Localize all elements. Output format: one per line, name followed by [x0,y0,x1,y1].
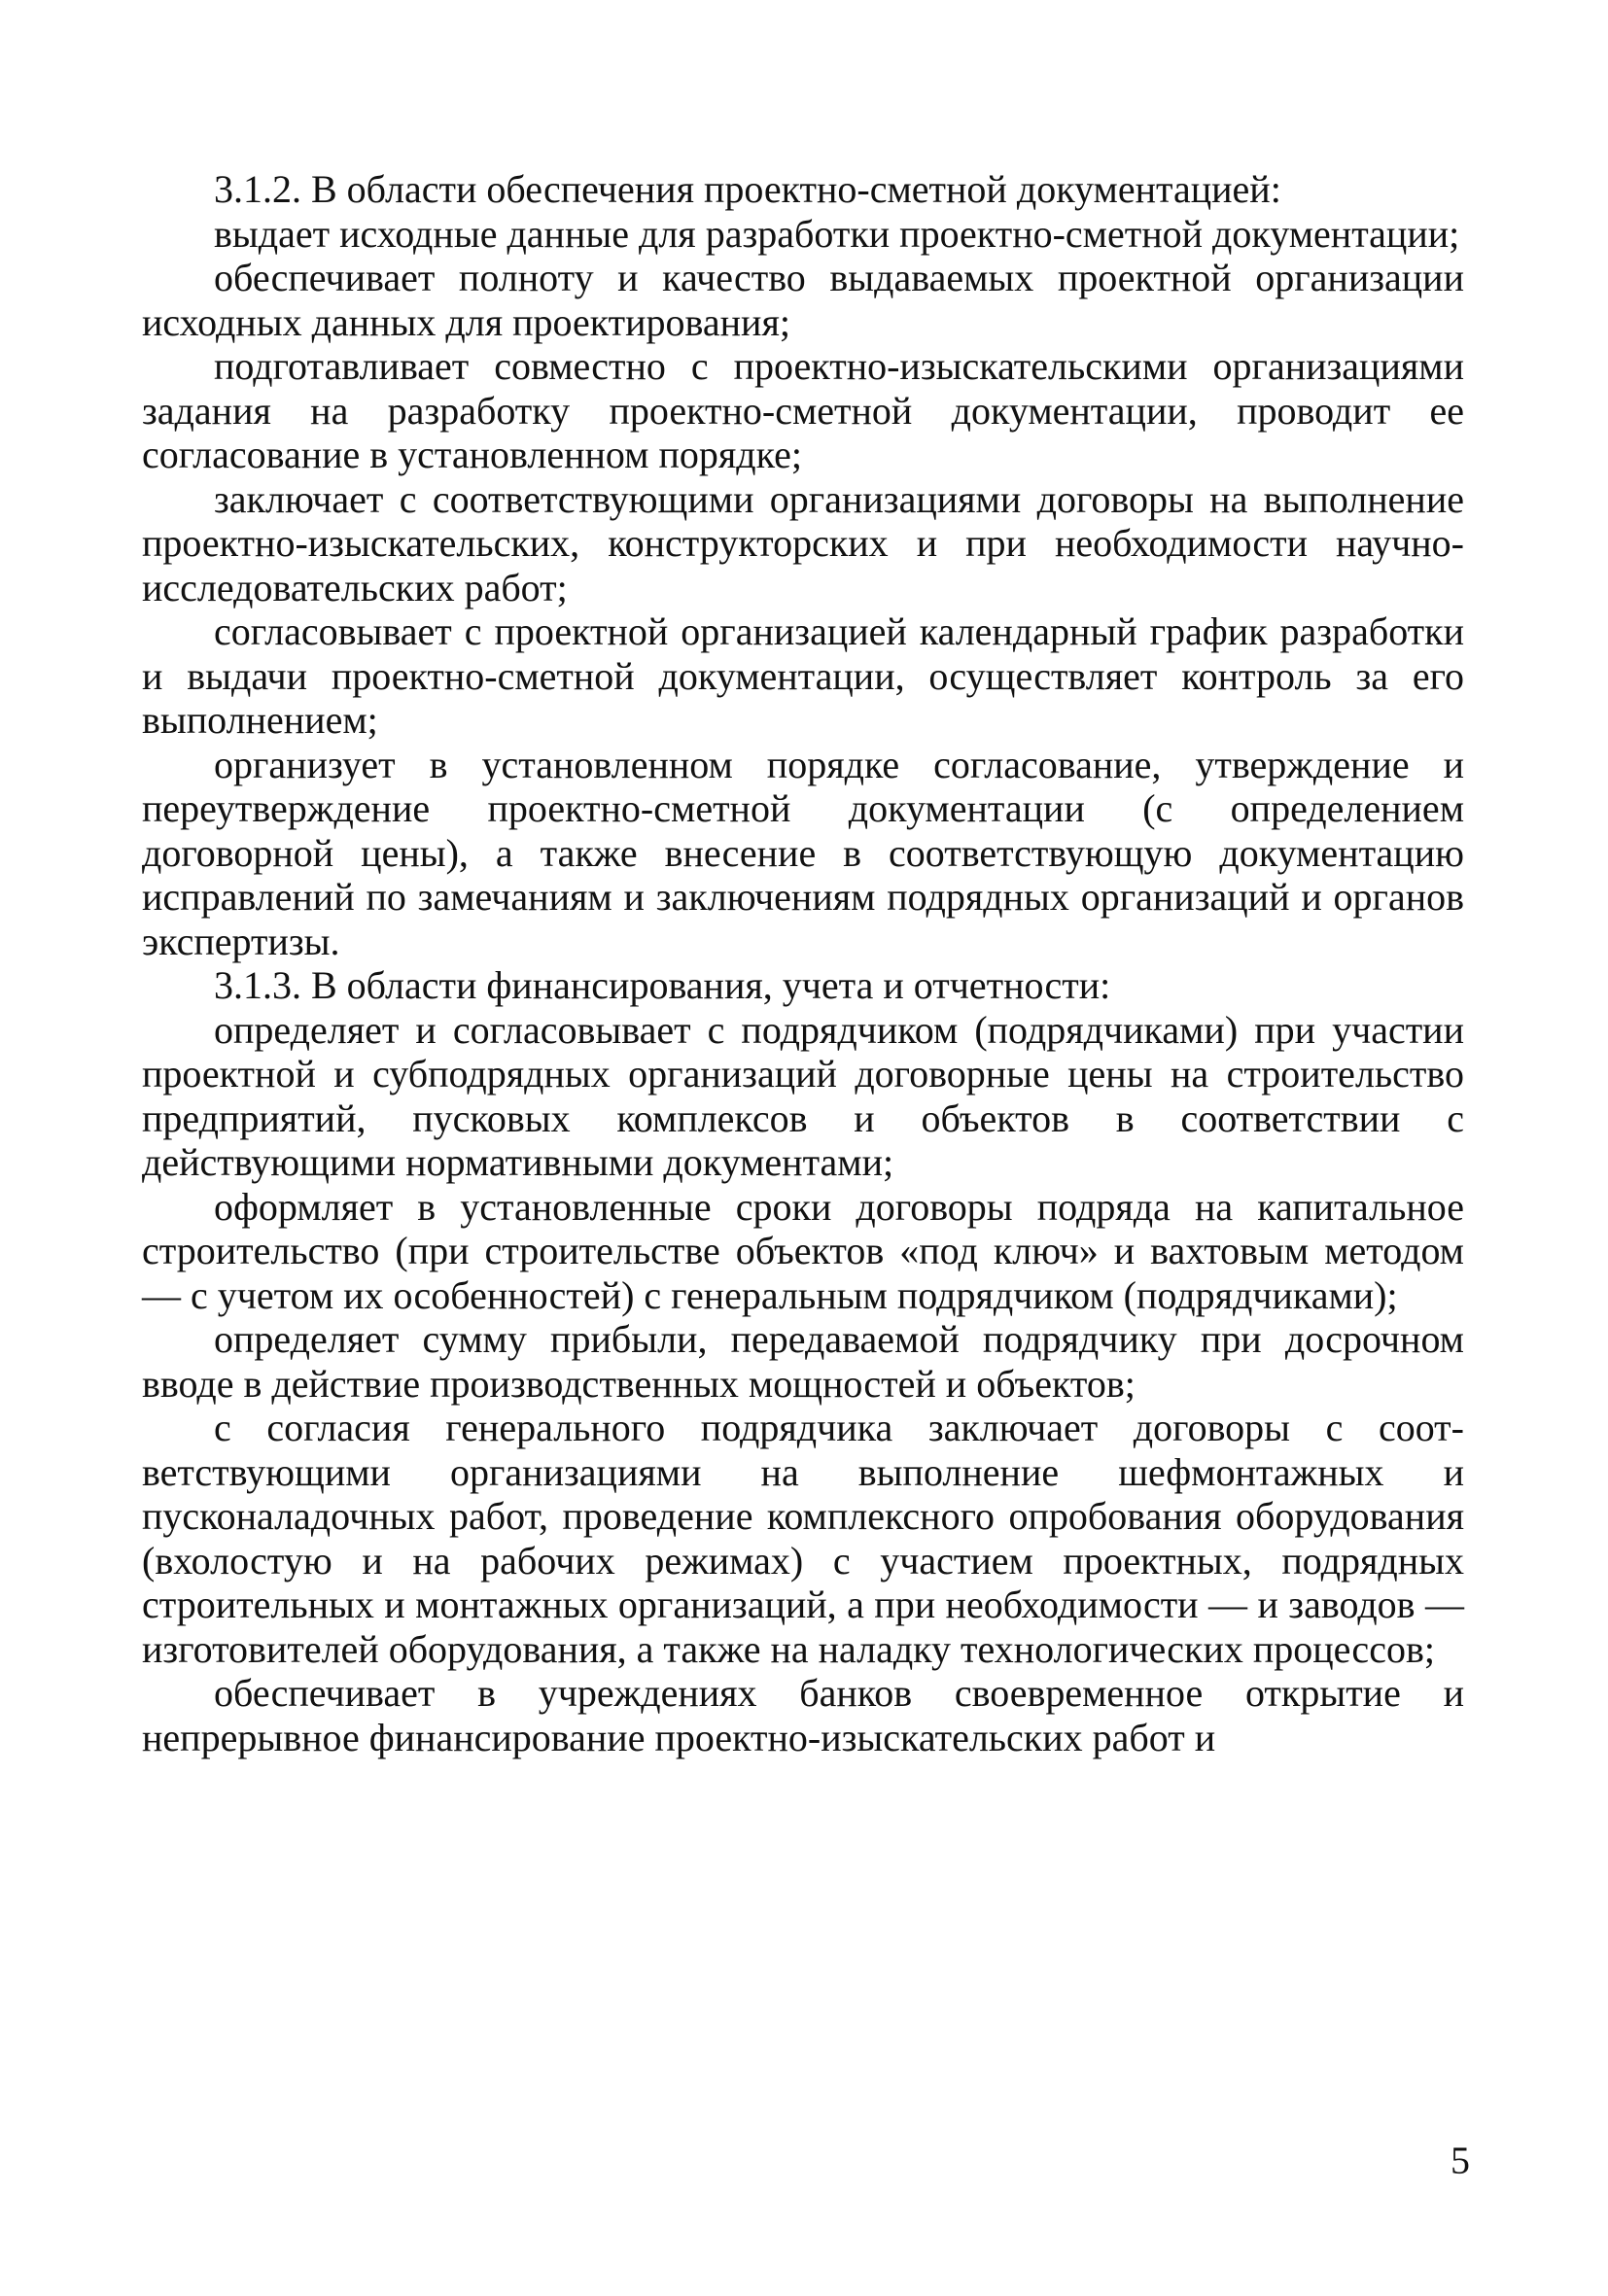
page-number: 5 [1451,2139,1470,2182]
paragraph-contracts-survey: заключает с соответствующими организациями договоры на выполнение проектно-изыскательских, конструкторских и при необходимости научно-исследовательских работ; [142,476,1464,609]
paragraph-schedule-control: согласовывает с проектной организацией календарный график разработки и выдачи проектно-сметной документации, осуществляет контроль за его выполнением; [142,609,1464,742]
section-heading-3-1-3: 3.1.3. В области финансирования, учета и отчетности: [214,963,1111,1007]
document-body [142,167,1464,1759]
paragraph-completeness-quality: обеспечивает полноту и качество выдаваемых проектной организации исходных данных для проектирования; [142,256,1464,344]
paragraph-commissioning-works: с согласия генерального подрядчика заключает договоры с соответствующими организациями на выполнение шефмонтажных и пусконаладочных работ, проведение комплексного опробования оборудования (вхолостую и на рабочих режимах) с участием проектных, подрядных строительных и монтажных организаций, а при необходимости — и заводов — изготовителей оборудования, а также на наладку технологических процессов; [142,1406,1464,1671]
paragraph-design-assignments: подготавливает совместно с проектно-изыскательскими организациями задания на разработку проектно-сметной документации, проводит ее согласование в установленном порядке; [142,344,1464,476]
paragraph-initial-data: выдает исходные данные для разработки проектно-сметной документации; [214,211,1460,256]
paragraph-contract-prices: определяет и согласовывает с подрядчиком (подрядчиками) при участии проектной и субподрядных организаций договорные цены на строительство предприятий, пусковых комплексов и объектов в соответствии с действующими нормативными документами; [142,1007,1464,1184]
section-heading-3-1-2: 3.1.2. В области обеспечения проектно-сметной документацией: [214,167,1281,211]
paragraph-bank-financing: обеспечивает в учреждениях банков своевременное открытие и непрерывное финансирование проектно-изыскательских работ и [142,1671,1464,1759]
paragraph-approval-corrections: организует в установленном порядке согласование, утверждение и переутверждение проектно-сметной документации (с определением договорной цены), а также внесение в соответствующую документацию исправлений по замечаниям и заключениям подрядных организаций и органов экспертизы. [142,742,1464,963]
paragraph-profit-early-commissioning: определяет сумму прибыли, передаваемой подрядчику при досрочном вводе в действие производственных мощностей и объектов; [142,1317,1464,1406]
paragraph-construction-contracts: оформляет в установленные сроки договоры подряда на капитальное строительство (при строительстве объектов «под ключ» и вахтовым методом — с учетом их особенностей) с генеральным подрядчиком (подрядчиками); [142,1184,1464,1317]
